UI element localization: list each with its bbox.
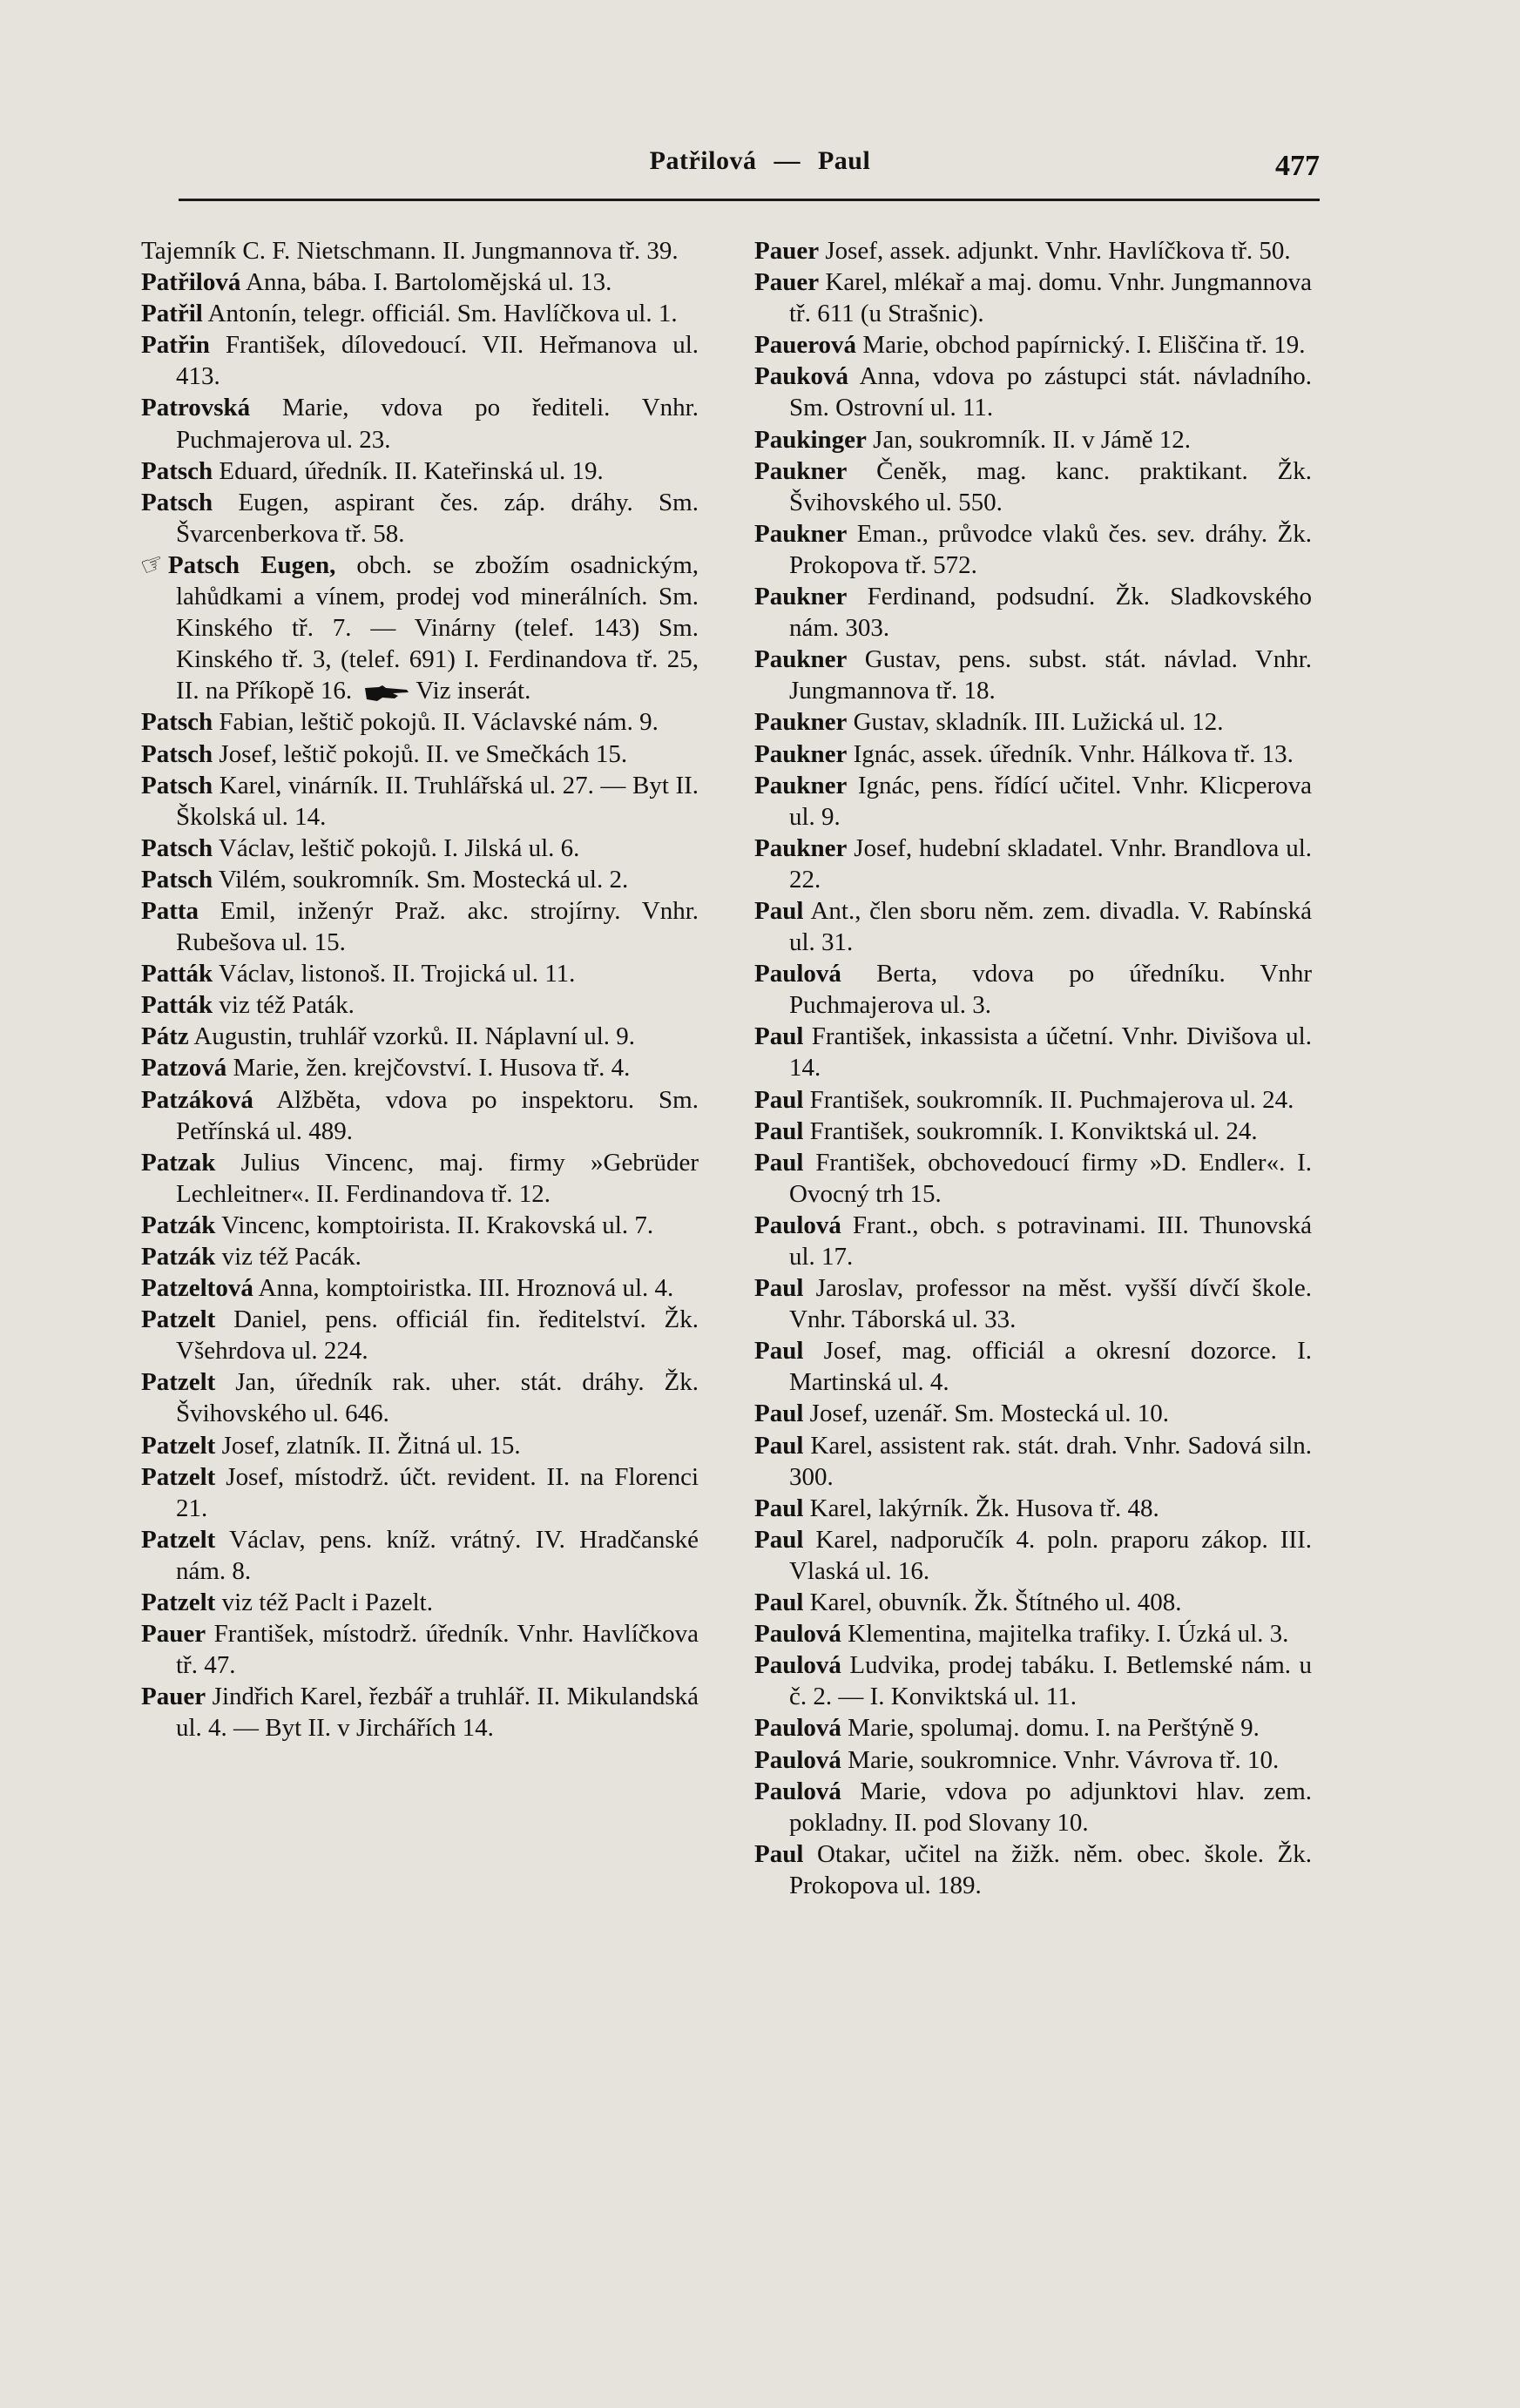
entry-surname: Patták (141, 960, 213, 988)
directory-entry (754, 1649, 1312, 1712)
entry-surname: Paul (754, 1525, 804, 1554)
entry-surname: Patta (141, 896, 199, 925)
entry-details: Jan, úředník rak. uher. stát. dráhy. Žk. Švihovského ul. 646. (176, 1368, 699, 1428)
entry-surname: Patřilová (141, 268, 241, 297)
entry-details: Alžběta, vdova po inspektoru. Sm. Petřínská ul. 489. (176, 1085, 699, 1145)
page-header (0, 146, 1520, 199)
directory-entry (754, 833, 1312, 895)
entry-surname: Paukner (754, 583, 848, 611)
entry-surname: Paulová (754, 1777, 841, 1805)
entry-details: Gustav, pens. subst. stát. návlad. Vnhr. Jungmannova tř. 18. (789, 645, 1313, 705)
entry-details: Čeněk, mag. kanc. praktikant. Žk. Švihovského ul. 550. (789, 456, 1313, 516)
directory-entry (141, 1272, 699, 1304)
running-title-last: Paul (817, 146, 871, 175)
directory-entry (141, 1304, 699, 1366)
directory-entry (754, 644, 1312, 706)
page-number: 477 (1275, 150, 1320, 182)
directory-entry (141, 487, 699, 550)
entry-details: obch. se zbožím osadnickým, lahůdkami a vínem, prodej vod minerálních. Sm. Kinského tř. 7. — Vinárny (telef. 143) Sm. Kinského tř. 3, (telef. 691) I. Ferdinandova tř. 25, II. na Příkopě 16. (176, 550, 699, 705)
directory-entry (754, 1524, 1312, 1587)
entry-details: Berta, vdova po úředníku. Vnhr Puchmajerova ul. 3. (789, 960, 1312, 1020)
entry-surname: Paul (754, 1274, 804, 1303)
directory-entry (754, 895, 1312, 958)
entry-surname: Patzelt (141, 1368, 216, 1397)
entry-details: Ludvika, prodej tabáku. I. Betlemské nám. u č. 2. — I. Konviktská ul. 11. (789, 1651, 1313, 1711)
entry-surname: Patřin (141, 331, 210, 360)
entry-details: Ignác, pens. řídící učitel. Vnhr. Klicperova ul. 9. (789, 771, 1312, 831)
entry-details: Václav, pens. kníž. vrátný. IV. Hradčanské nám. 8. (176, 1525, 699, 1585)
entry-details: Karel, obuvník. Žk. Štítného ul. 408. (809, 1588, 1182, 1617)
entry-details: Anna, bába. I. Bartolomějská ul. 13. (246, 268, 612, 297)
entry-surname: Patsch (141, 771, 213, 799)
directory-entry (141, 895, 699, 958)
entry-surname: Paukner (754, 771, 848, 799)
entry-details: Otakar, učitel na žižk. něm. obec. škole. Žk. Prokopova ul. 189. (789, 1839, 1313, 1899)
directory-entry (141, 1021, 699, 1052)
entry-surname: Patzelt (141, 1588, 216, 1617)
entry-details: Anna, vdova po zástupci stát. návladního. Sm. Ostrovní ul. 11. (789, 362, 1312, 422)
entry-details: Karel, vinárník. II. Truhlářská ul. 27. — Byt II. Školská ul. 14. (176, 771, 699, 831)
directory-entry (754, 770, 1312, 833)
entry-surname: Paulová (754, 1211, 841, 1239)
entry-details: Karel, nadporučík 4. poln. praporu zákop. III. Vlaská ul. 16. (789, 1525, 1313, 1585)
entry-details: Emil, inženýr Praž. akc. strojírny. Vnhr. Rubešova ul. 15. (176, 896, 699, 957)
directory-entry (754, 581, 1312, 644)
entry-details: Karel, lakýrník. Žk. Husova tř. 48. (809, 1494, 1159, 1522)
entry-details: Josef, zlatník. II. Žitná ul. 15. (221, 1431, 521, 1460)
directory-entry (141, 864, 699, 895)
directory-entry (754, 958, 1312, 1021)
entry-surname: Paulová (754, 1620, 841, 1649)
entry-surname: Paul (754, 1148, 804, 1177)
directory-entry (141, 1052, 699, 1083)
entry-surname: Paukner (754, 645, 848, 674)
directory-entry (141, 392, 699, 455)
directory-entry (754, 739, 1312, 770)
entry-details: Jaroslav, professor na měst. vyšší dívčí škole. Vnhr. Táborská ul. 33. (789, 1274, 1312, 1334)
entry-surname: Patsch (141, 708, 213, 737)
directory-entry (141, 706, 699, 738)
entry-surname: Paul (754, 896, 804, 925)
directory-entry (754, 1493, 1312, 1524)
pointing-hand-icon: ☞ (136, 547, 169, 583)
entry-details: Jindřich Karel, řezbář a truhlář. II. Mikulandská ul. 4. — Byt II. v Jirchářích 14. (176, 1683, 699, 1743)
directory-entry (754, 329, 1312, 361)
entry-surname: Patsch (141, 456, 213, 485)
directory-entry (754, 1712, 1312, 1744)
entry-surname: Patzáková (141, 1085, 253, 1114)
entry-details: Gustav, skladník. III. Lužická ul. 12. (853, 708, 1224, 737)
entry-surname: Patsch (141, 865, 213, 894)
directory-entry (754, 1084, 1312, 1116)
entry-details: František, obchovedoucí firmy »D. Endler«. I. Ovocný trh 15. (789, 1148, 1312, 1208)
entry-details: Marie, obchod papírnický. I. Eliščina tř. 19. (862, 331, 1306, 360)
directory-entry (754, 1116, 1312, 1147)
entry-details: Marie, žen. krejčovství. I. Husova tř. 4. (233, 1054, 631, 1083)
entry-details: viz též Pacák. (221, 1243, 361, 1271)
directory-entry (754, 266, 1312, 329)
directory-entry (141, 1681, 699, 1744)
entry-surname: Pauerová (754, 331, 857, 360)
directory-entry (754, 424, 1312, 455)
entry-details: Marie, vdova po adjunktovi hlav. zem. pokladny. II. pod Slovany 10. (789, 1777, 1313, 1837)
entry-surname: Pauer (141, 1620, 206, 1649)
directory-entry (754, 1272, 1312, 1335)
entry-details: Ignác, assek. úředník. Vnhr. Hálkova tř. 13. (853, 739, 1294, 768)
directory-entry (754, 361, 1312, 423)
entry-surname: Paul (754, 1085, 804, 1114)
entry-details: Vincenc, komptoirista. II. Krakovská ul. 7. (221, 1211, 654, 1239)
directory-entry (141, 1210, 699, 1241)
entry-surname: Patzak (141, 1148, 216, 1177)
entry-details: viz též Paclt i Pazelt. (221, 1588, 433, 1617)
entry-surname: Paulová (754, 1745, 841, 1774)
entry-details: Václav, leštič pokojů. I. Jilská ul. 6. (218, 833, 580, 862)
left-column (136, 235, 699, 1744)
entry-details: Eugen, aspirant čes. záp. dráhy. Sm. Švarcenberkova tř. 58. (176, 488, 699, 548)
directory-entry (754, 235, 1312, 266)
directory-entry (754, 1210, 1312, 1272)
entry-details: František, soukromník. I. Konviktská ul. 24. (809, 1116, 1258, 1145)
directory-entry (754, 1838, 1312, 1901)
entry-details: Antonín, telegr. officiál. Sm. Havlíčkova ul. 1. (207, 300, 678, 328)
entry-surname: Pauer (141, 1683, 206, 1711)
directory-entry (141, 1084, 699, 1147)
see-advertisement-note: Viz inserát. (415, 677, 531, 705)
entry-details: Klementina, majitelka trafiky. I. Úzká ul. 3. (848, 1620, 1289, 1649)
entry-surname: Paukner (754, 833, 848, 862)
directory-entry (141, 1366, 699, 1429)
entry-surname: Patsch (141, 488, 213, 516)
entry-surname: Patsch (141, 833, 213, 862)
entry-surname: Pauer (754, 268, 820, 297)
directory-entry (754, 1618, 1312, 1649)
entry-details: Josef, uzenář. Sm. Mostecká ul. 10. (809, 1400, 1170, 1428)
entry-surname: Paukner (754, 519, 848, 548)
directory-entry (141, 833, 699, 864)
directory-entry (141, 329, 699, 392)
entry-details: František, inkassista a účetní. Vnhr. Divišova ul. 14. (789, 1022, 1312, 1083)
directory-entry (754, 1335, 1312, 1398)
entry-surname: Patsch (141, 739, 213, 768)
entry-details: Václav, listonoš. II. Trojická ul. 11. (218, 960, 576, 988)
entry-details: Daniel, pens. officiál fin. ředitelství. Žk. Všehrdova ul. 224. (176, 1305, 699, 1366)
entry-details: Eman., průvodce vlaků čes. sev. dráhy. Žk. Prokopova tř. 572. (789, 519, 1313, 579)
entry-surname: Patřil (141, 300, 203, 328)
entry-surname: Paul (754, 1337, 804, 1366)
entry-surname: Pauková (754, 362, 848, 391)
pointing-hand-icon (363, 685, 410, 702)
entry-details: Josef, leštič pokojů. II. ve Smečkách 15. (219, 739, 628, 768)
entry-surname: Patzelt (141, 1431, 216, 1460)
directory-entry (141, 266, 699, 298)
directory-entry (754, 1776, 1312, 1838)
entry-surname: Paulová (754, 960, 841, 988)
entry-details: Frant., obch. s potravinami. III. Thunovská ul. 17. (789, 1211, 1312, 1271)
directory-entry (754, 1147, 1312, 1210)
right-column (754, 235, 1312, 1901)
entry-surname: Paul (754, 1431, 804, 1460)
directory-entry (754, 1398, 1312, 1429)
entry-details: viz též Paták. (219, 991, 355, 1020)
running-title-dash: — (774, 146, 801, 175)
entry-surname: Paul (754, 1400, 804, 1428)
directory-entry (754, 1021, 1312, 1083)
directory-entry (141, 1147, 699, 1210)
entry-details: Josef, místodrž. účt. revident. II. na Florenci 21. (176, 1462, 699, 1522)
directory-entry (141, 455, 699, 487)
directory-entry (754, 518, 1312, 581)
directory-entry (754, 1430, 1312, 1493)
directory-entry (141, 1618, 699, 1681)
entry-details: Marie, spolumaj. domu. I. na Perštýně 9. (848, 1714, 1260, 1743)
entry-details: Anna, komptoiristka. III. Hroznová ul. 4. (258, 1274, 674, 1303)
entry-details: Ferdinand, podsudní. Žk. Sladkovského nám. 303. (789, 583, 1313, 643)
directory-entry (141, 1587, 699, 1618)
entry-details: František, místodrž. úředník. Vnhr. Havlíčkova tř. 47. (176, 1620, 699, 1680)
entry-surname: Paukner (754, 739, 848, 768)
running-title-first: Patřilová (649, 146, 757, 175)
directory-entry (754, 455, 1312, 518)
directory-entry (754, 1744, 1312, 1776)
entry-surname: Paukner (754, 708, 848, 737)
directory-entry (754, 1587, 1312, 1618)
entry-surname: Patsch Eugen, (167, 550, 336, 579)
entry-details: Josef, mag. officiál a okresní dozorce. I. Martinská ul. 4. (789, 1337, 1313, 1397)
directory-entry (136, 547, 699, 706)
entry-surname: Patták (141, 991, 213, 1020)
entry-surname: Patrovská (141, 394, 251, 422)
entry-surname: Patzák (141, 1243, 216, 1271)
entry-details: Augustin, truhlář vzorků. II. Náplavní ul. 9. (193, 1022, 635, 1051)
entry-details: Karel, mlékař a maj. domu. Vnhr. Jungmannova tř. 611 (u Strašnic). (789, 268, 1312, 328)
directory-entry (141, 739, 699, 770)
entry-details: Eduard, úředník. II. Kateřinská ul. 19. (219, 456, 604, 485)
entry-surname: Paul (754, 1022, 804, 1051)
directory-entry (141, 235, 699, 266)
entry-surname: Paukinger (754, 425, 867, 454)
entry-details: Vilém, soukromník. Sm. Mostecká ul. 2. (218, 865, 629, 894)
directory-entry (754, 706, 1312, 738)
directory-entry (141, 298, 699, 329)
entry-surname: Patzelt (141, 1462, 216, 1491)
entry-surname: Pauer (754, 237, 820, 265)
entry-details: Julius Vincenc, maj. firmy »Gebrüder Lechleitner«. II. Ferdinandova tř. 12. (176, 1148, 699, 1208)
directory-entry (141, 989, 699, 1021)
directory-entry (141, 770, 699, 833)
entry-details: František, dílovedoucí. VII. Heřmanova ul. 413. (176, 331, 699, 391)
entry-details: Josef, hudební skladatel. Vnhr. Brandlova ul. 22. (789, 833, 1312, 894)
directory-entry (141, 1524, 699, 1587)
entry-surname: Patzelt (141, 1525, 216, 1554)
entry-details: Fabian, leštič pokojů. II. Václavské nám. 9. (219, 708, 659, 737)
entry-surname: Patzová (141, 1054, 227, 1083)
entry-details: Marie, soukromnice. Vnhr. Vávrova tř. 10. (848, 1745, 1280, 1774)
entry-surname: Paulová (754, 1714, 841, 1743)
entry-details: Marie, vdova po řediteli. Vnhr. Puchmajerova ul. 23. (176, 394, 699, 454)
entry-surname: Patzák (141, 1211, 216, 1239)
entry-details: Jan, soukromník. II. v Jámě 12. (873, 425, 1192, 454)
entry-details: Ant., člen sboru něm. zem. divadla. V. Rabínská ul. 31. (789, 896, 1312, 957)
directory-entry (141, 1241, 699, 1272)
entry-surname: Paul (754, 1839, 804, 1868)
directory-entry (141, 1461, 699, 1524)
entry-details: Tajemník C. F. Nietschmann. II. Jungmannova tř. 39. (141, 237, 679, 265)
entry-surname: Paul (754, 1116, 804, 1145)
directory-entry (141, 958, 699, 989)
entry-surname: Patzelt (141, 1305, 216, 1334)
entry-details: František, soukromník. II. Puchmajerova ul. 24. (809, 1085, 1294, 1114)
entry-details: Josef, assek. adjunkt. Vnhr. Havlíčkova tř. 50. (825, 237, 1291, 265)
entry-surname: Pátz (141, 1022, 189, 1051)
entry-surname: Patzeltová (141, 1274, 253, 1303)
directory-entry (141, 1430, 699, 1461)
header-rule (179, 199, 1320, 201)
entry-surname: Paulová (754, 1651, 841, 1680)
entry-surname: Paul (754, 1494, 804, 1522)
entry-surname: Paul (754, 1588, 804, 1617)
entry-surname: Paukner (754, 456, 848, 485)
entry-details: Karel, assistent rak. stát. drah. Vnhr. Sadová siln. 300. (789, 1431, 1313, 1491)
